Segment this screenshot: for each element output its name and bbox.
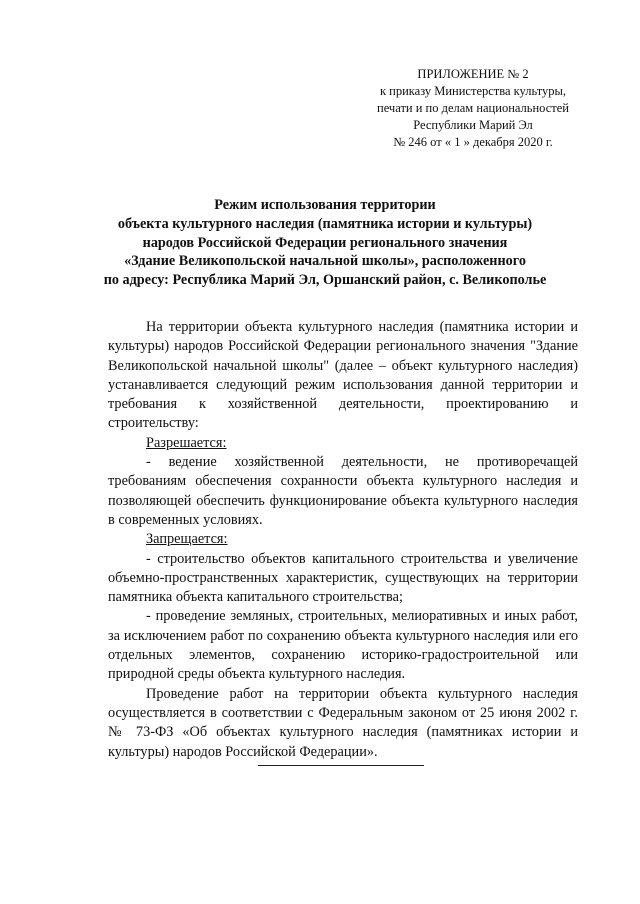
prohibited-heading: Запрещается: xyxy=(146,531,228,548)
appendix-number: ПРИЛОЖЕНИЕ № 2 xyxy=(417,67,529,81)
title-line-3: народов Российской Федерации регионального значения xyxy=(142,234,508,251)
end-rule xyxy=(258,765,424,766)
title-line-4: «Здание Великопольской начальной школы», расположенного xyxy=(124,253,526,270)
document-title xyxy=(80,196,570,290)
prohibited-item-2: - проведение земляных, строительных, мелиоративных и иных работ, за исключением работ по сохранению объекта культурного наследия или его отдельных элементов, сохранению историко-градостроительной или природной среды объекта культурного наследия. xyxy=(108,608,578,683)
intro-paragraph: На территории объекта культурного наследия (памятника истории и культуры) народов Российской Федерации регионального значения "Здание Великопольской начальной школы" (далее – объект культурного наследия) устанавливается следующий режим использования данной территории и требования к хозяйственной деятельности, проектированию и строительству: xyxy=(108,319,578,432)
title-line-2: объекта культурного наследия (памятника истории и культуры) xyxy=(117,215,533,232)
closing-paragraph: Проведение работ на территории объекта культурного наследия осуществляется в соответствии с Федеральным законом от 25 июня 2002 г. № 73-ФЗ «Об объектах культурного наследия (памятниках истории и культуры) народов Российской Федерации». xyxy=(108,685,578,760)
appendix-block xyxy=(350,66,596,151)
document-body xyxy=(108,318,578,762)
prohibited-item-1: - строительство объектов капитального строительства и увеличение объемно-пространственных характеристик, существующих на территории памятника объекта капитального строительства; xyxy=(108,550,578,606)
title-line-5: по адресу: Республика Марий Эл, Оршанский район, с. Великополье xyxy=(103,272,547,289)
title-line-1: Режим использования территории xyxy=(214,197,436,213)
appendix-republic-line: Республики Марий Эл xyxy=(413,118,533,132)
appendix-order-date: № 246 от « 1 » декабря 2020 г. xyxy=(393,135,553,149)
appendix-order-line: к приказу Министерства культуры, xyxy=(379,84,567,98)
allowed-heading: Разрешается: xyxy=(146,434,227,451)
allowed-item: - ведение хозяйственной деятельности, не противоречащей требованиям обеспечения сохранности объекта культурного наследия и позволяющей обеспечить функционирование объекта культурного наследия в современных условиях. xyxy=(108,454,578,528)
appendix-ministry-line: печати и по делам национальностей xyxy=(377,101,569,115)
